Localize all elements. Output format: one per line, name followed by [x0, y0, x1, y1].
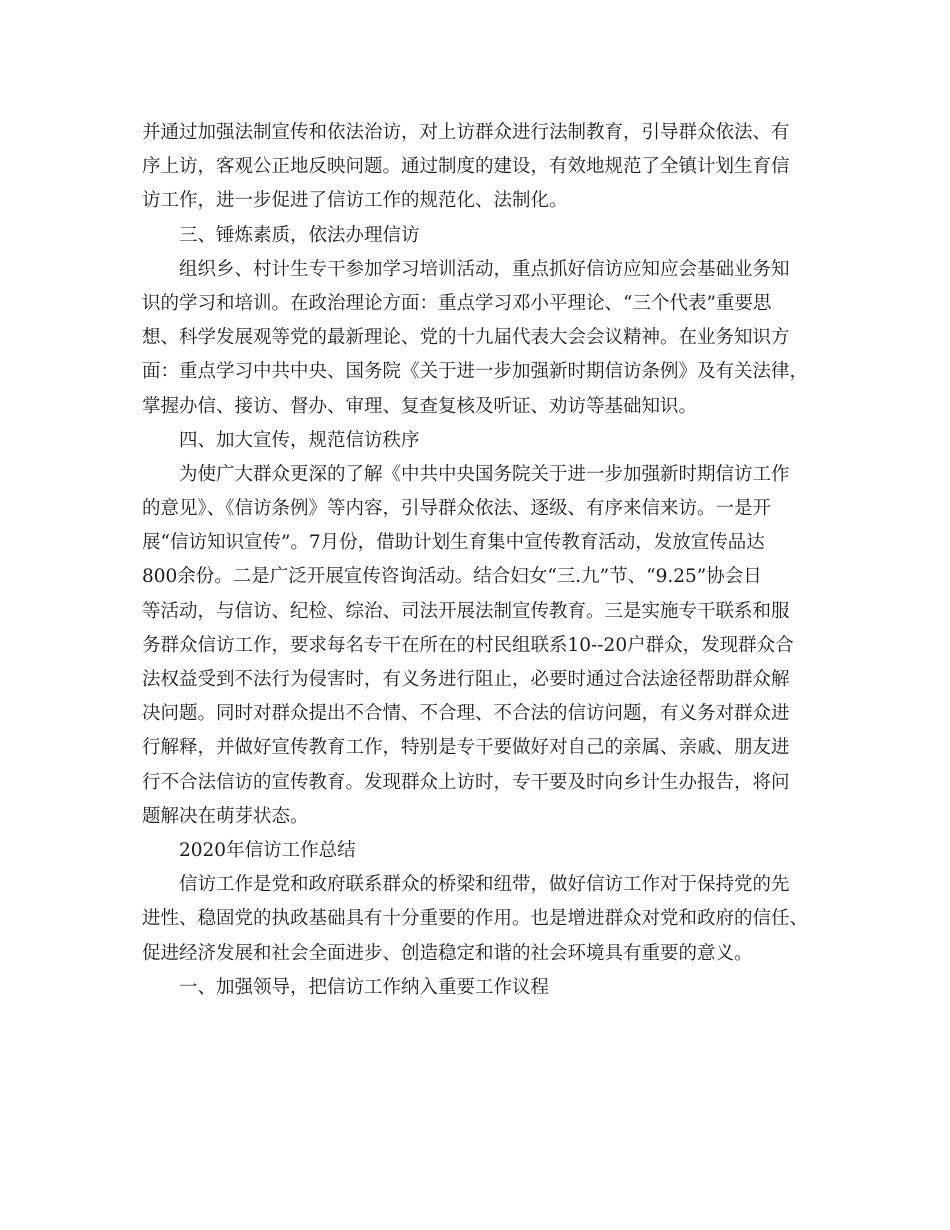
text-line-16: 务群众信访工作，要求每名专干在所在的村民组联系10--20户群众，发现群众合: [142, 634, 794, 656]
text-line-12: 的意见》、《信访条例》等内容，引导群众依法、逐级、有序来信来访。一是开: [142, 498, 772, 520]
text-line-1: 并通过加强法制宣传和依法治访，对上访群众进行法制教育，引导群众依法、有: [142, 122, 790, 143]
text-line-3: 访工作，进一步促进了信访工作的规范化、法制化。: [142, 190, 568, 212]
text-line-19: 行解释，并做好宣传教育工作，特别是专干要做好对自己的亲属、亲戚、朋友进: [142, 737, 790, 759]
text-line-11: 为使广大群众更深的了解《中共中央国务院关于进一步加强新时期信访工作: [179, 463, 790, 485]
section-heading-3: 三、锤炼素质，依法办理信访: [179, 224, 420, 246]
text-line-24: 进性、稳固党的执政基础具有十分重要的作用。也是增进群众对党和政府的信任、: [142, 908, 809, 930]
text-line-25: 促进经济发展和社会全面进步、创造稳定和谐的社会环境具有重要的意义。: [142, 942, 753, 964]
text-line-14: 800余份。二是广泛开展宣传咨询活动。结合妇女“三.九”节、“9.25”协会日: [142, 566, 762, 588]
text-line-7: 想、科学发展观等党的最新理论、党的十九届代表大会会议精神。在业务知识方: [142, 327, 790, 349]
text-line-8: 面：重点学习中共中央、国务院《关于进一步加强新时期信访条例》及有关法律，: [142, 361, 809, 383]
text-line-17: 法权益受到不法行为侵害时，有义务进行阻止，必要时通过合法途径帮助群众解: [142, 669, 790, 690]
text-line-21: 题解决在萌芽状态。: [142, 805, 309, 827]
text-line-18: 决问题。同时对群众提出不合情、不合理、不合法的信访问题，有义务对群众进: [142, 703, 790, 725]
text-line-23: 信访工作是党和政府联系群众的桥梁和纽带，做好信访工作对于保持党的先: [179, 874, 790, 896]
document-title: 2020年信访工作总结: [179, 839, 356, 861]
section-heading-1: 一、加强领导，把信访工作纳入重要工作议程: [179, 976, 550, 998]
text-line-9: 掌握办信、接访、督办、审理、复查复核及听证、劝访等基础知识。: [142, 395, 698, 417]
text-line-13: 展“信访知识宣传”。7月份，借助计划生育集中宣传教育活动，发放宣传品达: [142, 532, 765, 554]
text-line-5: 组织乡、村计生专干参加学习培训活动，重点抓好信访应知应会基础业务知: [179, 258, 790, 280]
document-page: [142, 116, 810, 1005]
text-line-2: 序上访，客观公正地反映问题。通过制度的建设，有效地规范了全镇计划生育信: [142, 156, 790, 178]
section-heading-4: 四、加大宣传，规范信访秩序: [179, 429, 420, 451]
text-line-20: 行不合法信访的宣传教育。发现群众上访时，专干要及时向乡计生办报告，将问: [142, 771, 790, 793]
text-line-15: 等活动，与信访、纪检、综治、司法开展法制宣传教育。三是实施专干联系和服: [142, 600, 790, 622]
text-line-6: 识的学习和培训。在政治理论方面：重点学习邓小平理论、“三个代表”重要思: [142, 292, 772, 314]
